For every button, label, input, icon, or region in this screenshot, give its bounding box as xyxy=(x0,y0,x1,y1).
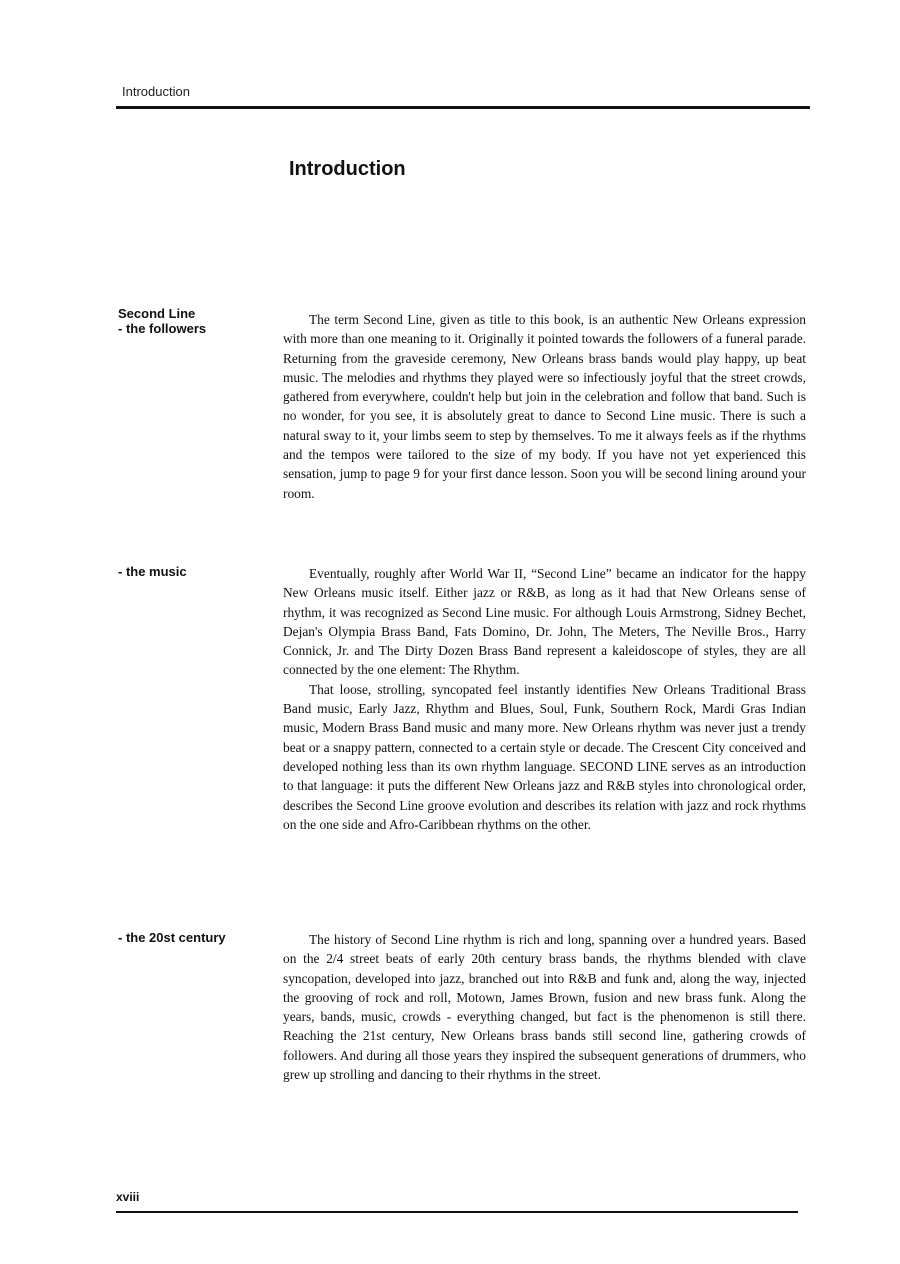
side-heading-line: - the followers xyxy=(118,321,207,336)
paragraph: The history of Second Line rhythm is rich and long, spanning over a hundred years. Based on the 2/4 street beats of early 20th century brass bands, the rhythms blended with clave syncopation, developed into jazz, branched out into R&B and funk and, along the way, injected the grooving of rock and roll, Motown, James Brown, fusion and new brass funk. Along the years, bands, music, crowds - everything changed, but fact is the phenomenon is still there. Reaching the 21st century, New Orleans brass bands still second line, gathering crowds of followers. And during all those years they inspired the subsequent generations of drummers, who grew up strolling and dancing to their rhythms in the street. xyxy=(283,932,806,1083)
side-heading-line: - the music xyxy=(118,564,187,579)
side-heading-music xyxy=(118,564,187,579)
paragraph: Eventually, roughly after World War II, “Second Line” became an indicator for the happy New Orleans music itself. Either jazz or R&B, as long as it had that New Orleans sense of rhythm, it was recognized as Second Line music. For although Louis Armstrong, Sidney Bechet, Dejan's Olympia Brass Band, Fats Domino, Dr. John, The Meters, The Neville Bros., Harry Connick, Jr. and The Dirty Dozen Brass Band represent a kaleidoscope of styles, they are all connected by the one element: The Rhythm. xyxy=(283,566,806,678)
section-body-followers xyxy=(283,310,806,503)
running-head: Introduction xyxy=(122,84,190,99)
paragraph: The term Second Line, given as title to this book, is an authentic New Orleans expression with more than one meaning to it. Originally it pointed towards the followers of a funeral parade. Returning from the graveside ceremony, New Orleans brass bands would play happy, up beat music. The melodies and rhythms they played were so infectiously joyful that the street crowds, gathered from everywhere, couldn't help but join in the celebration and follow that band. Such is no wonder, for you see, it is absolutely great to dance to Second Line music. There is such a natural sway to it, your limbs seem to step by themselves. To me it always feels as if the rhythms and the tempos were tailored to the size of my body. If you have not yet experienced this sensation, jump to page 9 for your first dance lesson. Soon you will be second lining around your room. xyxy=(283,312,806,501)
side-heading-line: - the 20st century xyxy=(118,930,226,945)
page-number: xviii xyxy=(116,1190,140,1204)
paragraph: That loose, strolling, syncopated feel instantly identifies New Orleans Traditional Brass Band music, Early Jazz, Rhythm and Blues, Soul, Funk, Southern Rock, Mardi Gras Indian music, Modern Brass Band music and many more. New Orleans rhythm was never just a trendy beat or a snappy pattern, connected to a certain style or decade. The Crescent City conceived and developed nothing less than its own rhythm language. SECOND LINE serves as an introduction to that language: it puts the different New Orleans jazz and R&B styles into chronological order, describes the Second Line groove evolution and describes its relation with jazz and rock rhythms on the one side and Afro-Caribbean rhythms on the other. xyxy=(283,681,806,832)
side-heading-followers xyxy=(118,306,206,336)
page-title: Introduction xyxy=(289,158,406,180)
header-rule xyxy=(116,106,810,109)
footer-rule xyxy=(116,1211,798,1213)
section-body-century xyxy=(283,930,806,1084)
section-body-music xyxy=(283,564,806,834)
side-heading-line: Second Line xyxy=(118,306,196,321)
side-heading-century xyxy=(118,930,226,945)
